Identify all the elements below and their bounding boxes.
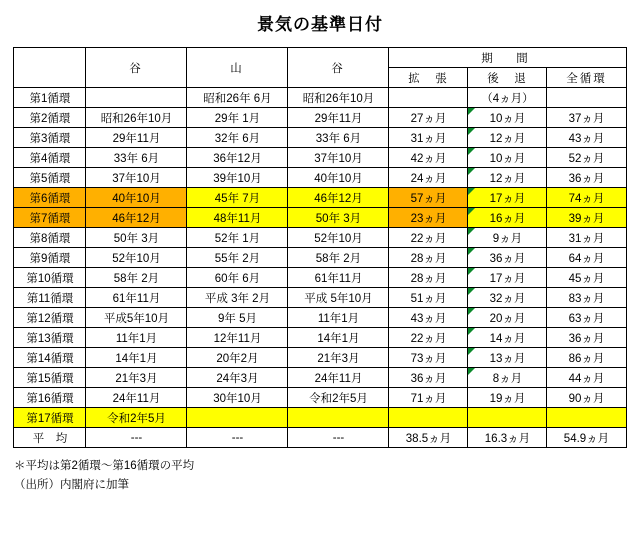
cell-contraction: 9ヵ月	[468, 228, 547, 248]
cell-full-cycle: 39ヵ月	[547, 208, 626, 228]
table-row	[14, 88, 626, 108]
cell-expansion: 22ヵ月	[389, 228, 468, 248]
cell-trough1: 37年10月	[86, 168, 187, 188]
table-row	[14, 268, 626, 288]
header-cycle-col	[14, 48, 86, 88]
cell-trough2: 37年10月	[288, 148, 389, 168]
cell-trough2: 33年 6月	[288, 128, 389, 148]
cell-trough1: ---	[86, 428, 187, 448]
cell-trough1: 46年12月	[86, 208, 187, 228]
cell-peak: 30年10月	[187, 388, 288, 408]
cell-cycle: 第2循環	[14, 108, 86, 128]
cell-expansion: 24ヵ月	[389, 168, 468, 188]
cell-full-cycle: 83ヵ月	[547, 288, 626, 308]
header-trough1: 谷	[86, 48, 187, 88]
cell-peak: 24年3月	[187, 368, 288, 388]
cell-trough1: 平成5年10月	[86, 308, 187, 328]
cell-peak: 48年11月	[187, 208, 288, 228]
cell-trough2: 昭和26年10月	[288, 88, 389, 108]
table-row	[14, 128, 626, 148]
cell-cycle: 第11循環	[14, 288, 86, 308]
cell-cycle: 第8循環	[14, 228, 86, 248]
table-row	[14, 108, 626, 128]
cell-peak: 45年 7月	[187, 188, 288, 208]
cell-full-cycle: 43ヵ月	[547, 128, 626, 148]
cell-expansion: 42ヵ月	[389, 148, 468, 168]
cell-trough1: 61年11月	[86, 288, 187, 308]
header-period: 期 間	[389, 48, 626, 68]
cell-trough1: 52年10月	[86, 248, 187, 268]
cell-expansion: 23ヵ月	[389, 208, 468, 228]
cell-contraction: 17ヵ月	[468, 268, 547, 288]
cell-contraction: 19ヵ月	[468, 388, 547, 408]
cell-trough1: 50年 3月	[86, 228, 187, 248]
cell-trough2: 29年11月	[288, 108, 389, 128]
cell-peak: ---	[187, 428, 288, 448]
cell-expansion: 36ヵ月	[389, 368, 468, 388]
cell-contraction: 13ヵ月	[468, 348, 547, 368]
cell-peak: 20年2月	[187, 348, 288, 368]
cell-peak: 52年 1月	[187, 228, 288, 248]
cell-cycle: 第7循環	[14, 208, 86, 228]
cell-cycle: 第4循環	[14, 148, 86, 168]
cell-contraction: 17ヵ月	[468, 188, 547, 208]
cell-contraction: 10ヵ月	[468, 148, 547, 168]
footnote-average: ＊平均は第2循環〜第16循環の平均	[14, 460, 195, 472]
cell-cycle: 第6循環	[14, 188, 86, 208]
cell-full-cycle: 54.9ヵ月	[547, 428, 626, 448]
cell-trough1: 29年11月	[86, 128, 187, 148]
table-row	[14, 248, 626, 268]
cell-full-cycle: 63ヵ月	[547, 308, 626, 328]
footnote-source: （出所）内閣府に加筆	[14, 479, 129, 492]
business-cycle-table	[13, 47, 626, 448]
cell-peak: 32年 6月	[187, 128, 288, 148]
cell-trough1: 40年10月	[86, 188, 187, 208]
table-row	[14, 368, 626, 388]
cell-contraction: 16ヵ月	[468, 208, 547, 228]
cell-trough2: 50年 3月	[288, 208, 389, 228]
cell-contraction: 14ヵ月	[468, 328, 547, 348]
header-contraction: 後 退	[468, 68, 547, 88]
cell-trough2: 61年11月	[288, 268, 389, 288]
cell-cycle: 第12循環	[14, 308, 86, 328]
table-row	[14, 148, 626, 168]
cell-expansion: 28ヵ月	[389, 248, 468, 268]
cell-full-cycle: 31ヵ月	[547, 228, 626, 248]
cell-cycle: 平 均	[14, 428, 86, 448]
cell-contraction: 32ヵ月	[468, 288, 547, 308]
cell-cycle: 第15循環	[14, 368, 86, 388]
cell-contraction: 8ヵ月	[468, 368, 547, 388]
header-expansion: 拡 張	[389, 68, 468, 88]
cell-full-cycle: 45ヵ月	[547, 268, 626, 288]
cell-full-cycle: 37ヵ月	[547, 108, 626, 128]
cell-cycle: 第9循環	[14, 248, 86, 268]
table-row	[14, 168, 626, 188]
cell-trough1: 33年 6月	[86, 148, 187, 168]
cell-peak: 55年 2月	[187, 248, 288, 268]
cell-trough1: 令和2年5月	[86, 408, 187, 428]
table-body	[14, 88, 626, 448]
cell-trough2: ---	[288, 428, 389, 448]
cell-cycle: 第17循環	[14, 408, 86, 428]
cell-cycle: 第10循環	[14, 268, 86, 288]
cell-full-cycle	[547, 88, 626, 108]
cell-expansion: 43ヵ月	[389, 308, 468, 328]
cell-peak: 12年11月	[187, 328, 288, 348]
cell-peak: 昭和26年 6月	[187, 88, 288, 108]
cell-trough1: 14年1月	[86, 348, 187, 368]
cell-expansion: 27ヵ月	[389, 108, 468, 128]
cell-cycle: 第3循環	[14, 128, 86, 148]
cell-full-cycle	[547, 408, 626, 428]
cell-peak: 60年 6月	[187, 268, 288, 288]
cell-peak: 平成 3年 2月	[187, 288, 288, 308]
cell-trough1: 21年3月	[86, 368, 187, 388]
cell-expansion: 22ヵ月	[389, 328, 468, 348]
cell-cycle: 第5循環	[14, 168, 86, 188]
cell-trough2: 14年1月	[288, 328, 389, 348]
cell-peak: 36年12月	[187, 148, 288, 168]
cell-contraction: （4ヵ月）	[468, 88, 547, 108]
cell-full-cycle: 52ヵ月	[547, 148, 626, 168]
table-header-row-1	[14, 48, 626, 68]
cell-trough1: 58年 2月	[86, 268, 187, 288]
cell-trough2: 21年3月	[288, 348, 389, 368]
cell-expansion: 28ヵ月	[389, 268, 468, 288]
cell-contraction: 20ヵ月	[468, 308, 547, 328]
cell-expansion: 71ヵ月	[389, 388, 468, 408]
cell-peak: 39年10月	[187, 168, 288, 188]
cell-trough1: 11年1月	[86, 328, 187, 348]
cell-expansion	[389, 408, 468, 428]
page-title: 景気の基準日付	[257, 15, 383, 34]
cell-trough2: 58年 2月	[288, 248, 389, 268]
cell-expansion: 31ヵ月	[389, 128, 468, 148]
cell-peak: 9年 5月	[187, 308, 288, 328]
table-row	[14, 328, 626, 348]
cell-full-cycle: 36ヵ月	[547, 328, 626, 348]
cell-trough2: 52年10月	[288, 228, 389, 248]
cell-contraction: 10ヵ月	[468, 108, 547, 128]
cell-trough1: 24年11月	[86, 388, 187, 408]
table-row	[14, 408, 626, 428]
table-row	[14, 188, 626, 208]
cell-full-cycle: 74ヵ月	[547, 188, 626, 208]
cell-full-cycle: 90ヵ月	[547, 388, 626, 408]
cell-full-cycle: 64ヵ月	[547, 248, 626, 268]
cell-trough1	[86, 88, 187, 108]
cell-full-cycle: 44ヵ月	[547, 368, 626, 388]
cell-trough2: 平成 5年10月	[288, 288, 389, 308]
cell-trough2: 40年10月	[288, 168, 389, 188]
table-row	[14, 308, 626, 328]
cell-expansion: 51ヵ月	[389, 288, 468, 308]
cell-contraction	[468, 408, 547, 428]
cell-expansion	[389, 88, 468, 108]
cell-cycle: 第1循環	[14, 88, 86, 108]
table-row	[14, 348, 626, 368]
table-row	[14, 388, 626, 408]
cell-contraction: 16.3ヵ月	[468, 428, 547, 448]
document-page	[0, 10, 640, 540]
cell-contraction: 36ヵ月	[468, 248, 547, 268]
cell-full-cycle: 86ヵ月	[547, 348, 626, 368]
cell-trough2: 令和2年5月	[288, 388, 389, 408]
cell-cycle: 第13循環	[14, 328, 86, 348]
header-trough2: 谷	[288, 48, 389, 88]
table-row	[14, 288, 626, 308]
cell-trough2	[288, 408, 389, 428]
cell-expansion: 38.5ヵ月	[389, 428, 468, 448]
cell-trough1: 昭和26年10月	[86, 108, 187, 128]
table-header	[14, 48, 626, 88]
header-peak: 山	[187, 48, 288, 88]
cell-trough2: 46年12月	[288, 188, 389, 208]
table-row	[14, 208, 626, 228]
cell-cycle: 第16循環	[14, 388, 86, 408]
cell-cycle: 第14循環	[14, 348, 86, 368]
cell-trough2: 11年1月	[288, 308, 389, 328]
cell-trough2: 24年11月	[288, 368, 389, 388]
cell-full-cycle: 36ヵ月	[547, 168, 626, 188]
cell-expansion: 73ヵ月	[389, 348, 468, 368]
cell-contraction: 12ヵ月	[468, 128, 547, 148]
header-full-cycle: 全循環	[547, 68, 626, 88]
cell-expansion: 57ヵ月	[389, 188, 468, 208]
cell-peak	[187, 408, 288, 428]
cell-peak: 29年 1月	[187, 108, 288, 128]
cell-contraction: 12ヵ月	[468, 168, 547, 188]
table-row	[14, 228, 626, 248]
table-row	[14, 428, 626, 448]
